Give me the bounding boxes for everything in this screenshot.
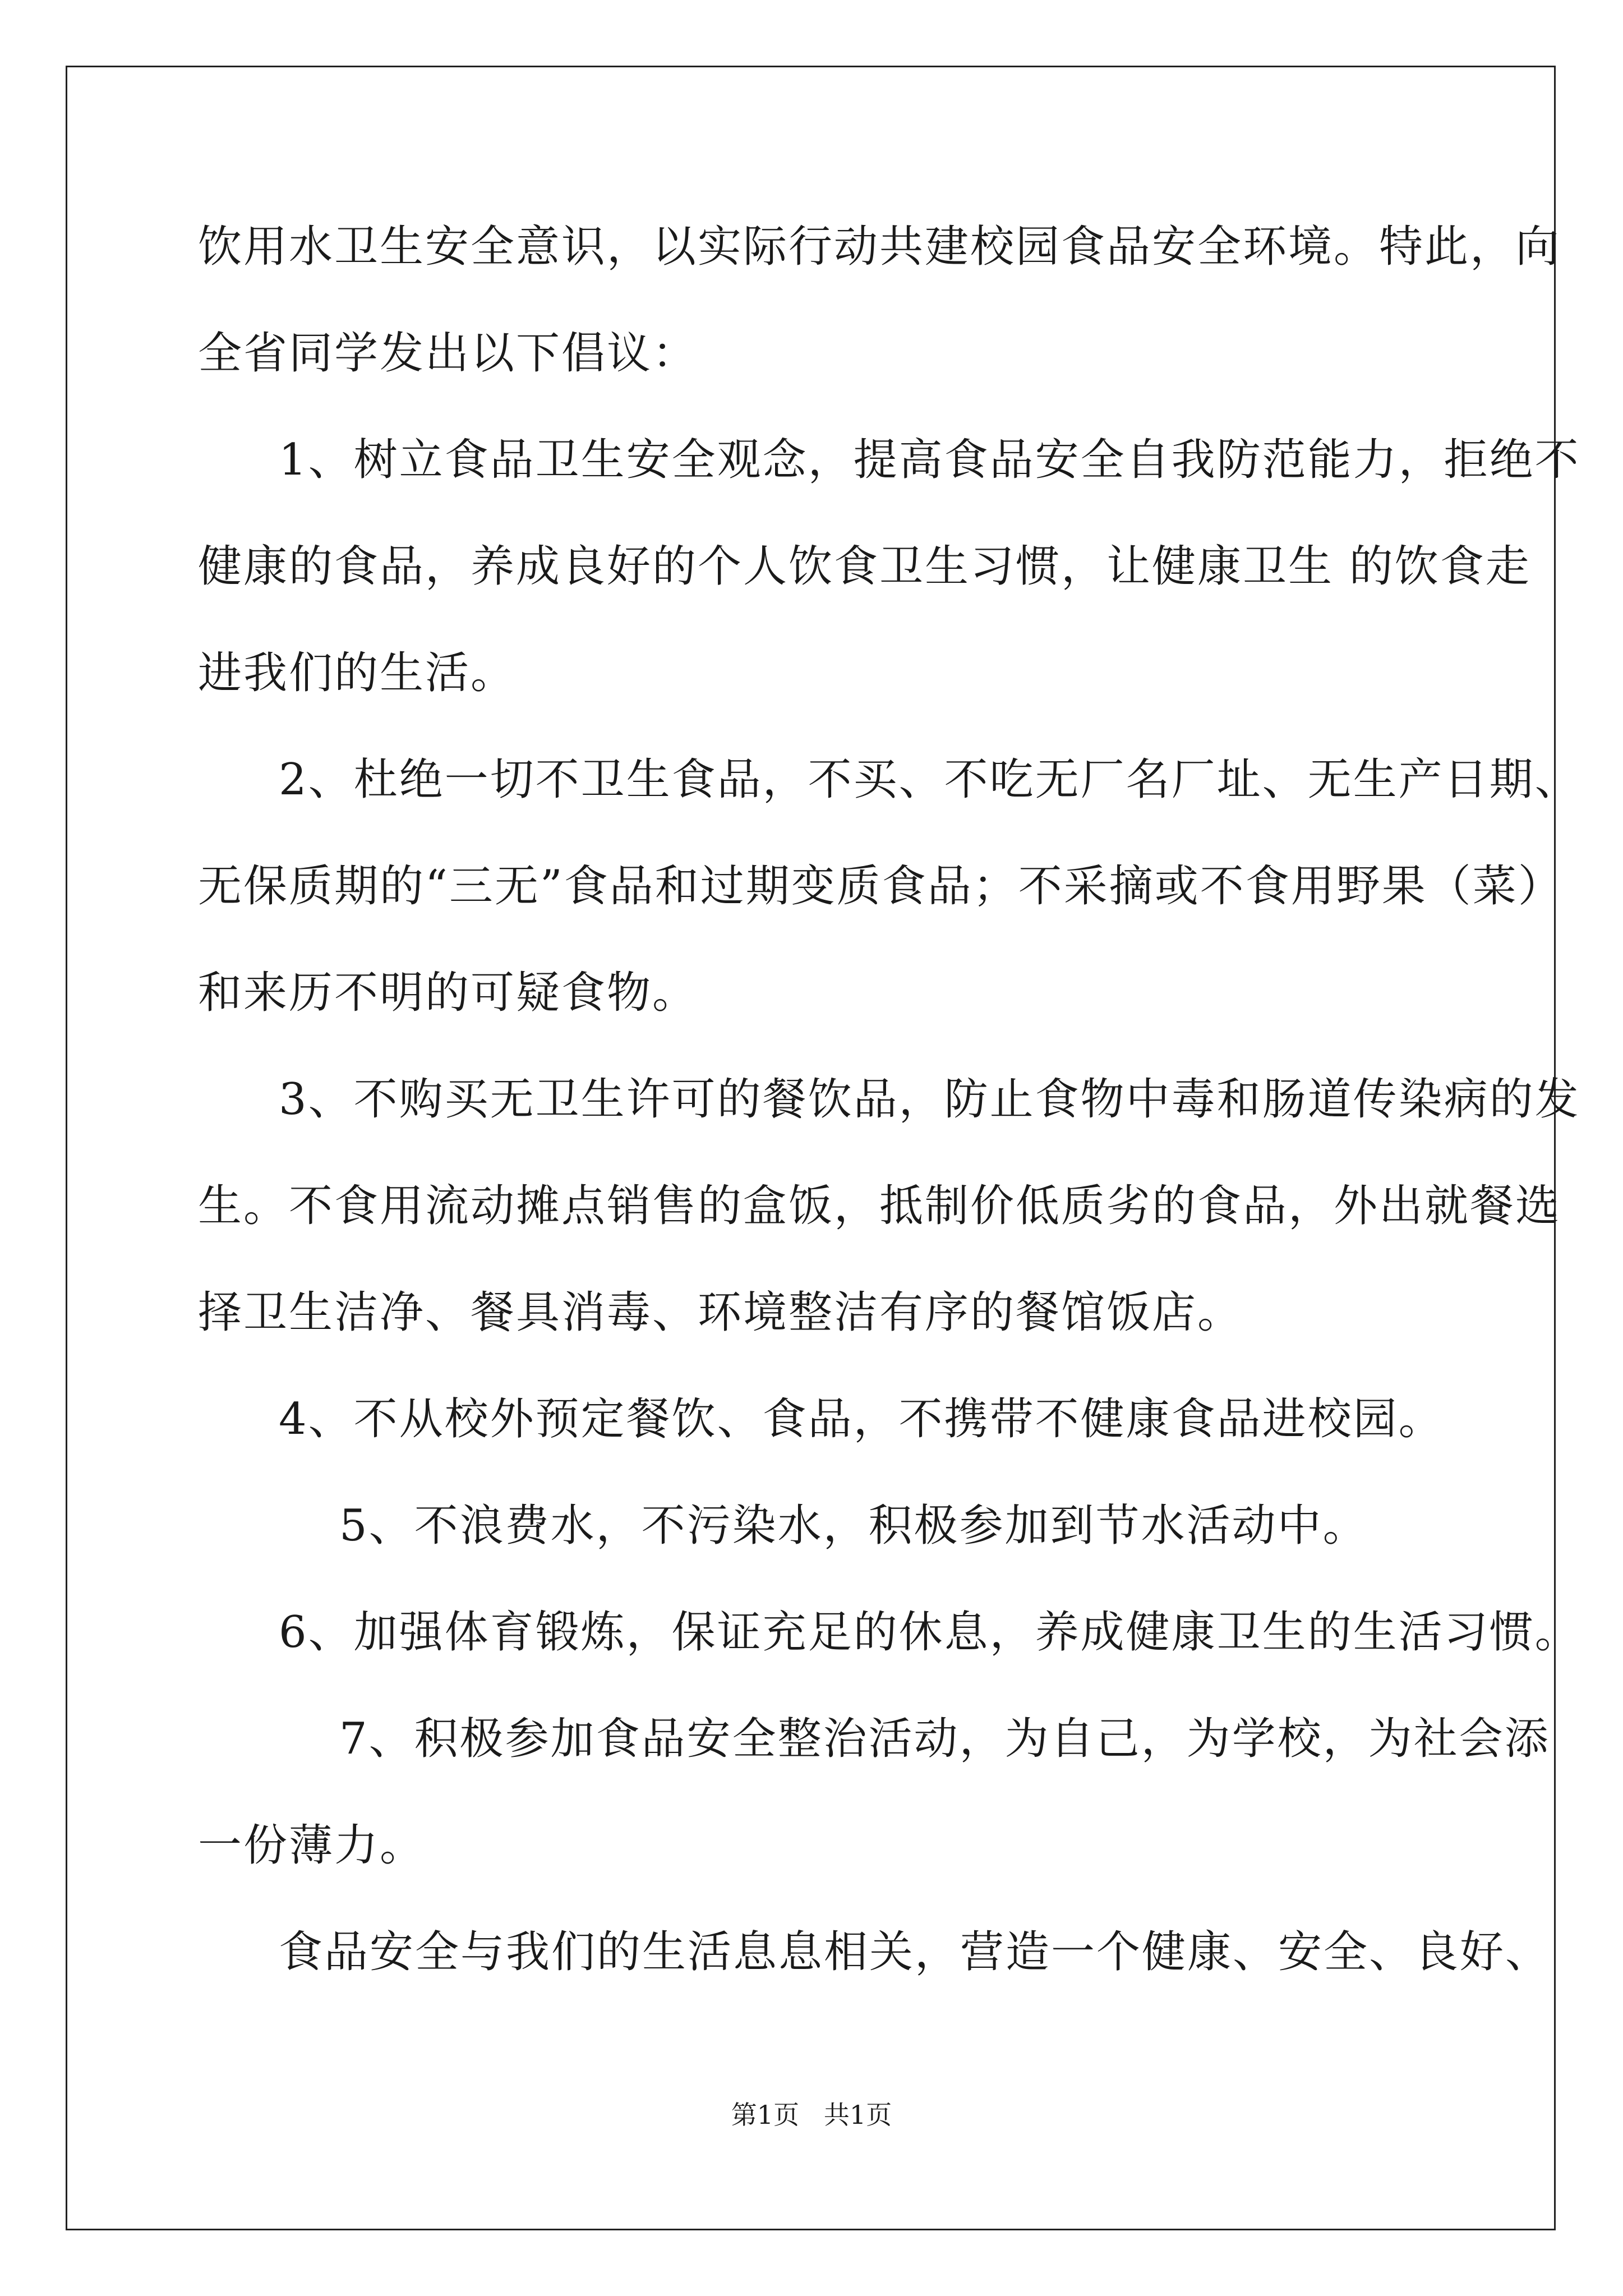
- text-line: 饮用水卫生安全意识，以实际行动共建校园食品安全环境。特此，向: [198, 222, 1561, 272]
- text-line: 3、不购买无卫生许可的餐饮品，防止食物中毒和肠道传染病的发: [279, 1074, 1580, 1125]
- text-line: 生。不食用流动摊点销售的盒饭，抵制价低质劣的食品，外出就餐选: [198, 1181, 1561, 1231]
- text-line: 和来历不明的可疑食物。: [198, 968, 698, 1018]
- text-line: 健康的食品，养成良好的个人饮食卫生习惯，让健康卫生 的饮食走: [198, 541, 1531, 592]
- text-line: 6、加强体育锻炼，保证充足的休息，养成健康卫生的生活习惯。: [279, 1607, 1580, 1658]
- text-line: 择卫生洁净、餐具消毒、环境整洁有序的餐馆饭店。: [198, 1287, 1243, 1338]
- text-line: 无保质期的“三无”食品和过期变质食品；不采摘或不食用野果（菜）: [198, 861, 1564, 912]
- page-border: [66, 66, 1556, 2230]
- text-line: 2、杜绝一切不卫生食品，不买、不吃无厂名厂址、无生产日期、: [279, 754, 1580, 805]
- text-line: 4、不从校外预定餐饮、食品，不携带不健康食品进校园。: [279, 1394, 1444, 1444]
- text-line: 食品安全与我们的生活息息相关，营造一个健康、安全、良好、: [279, 1927, 1551, 1977]
- text-line: 一份薄力。: [198, 1820, 426, 1871]
- text-line: 进我们的生活。: [198, 648, 517, 698]
- text-line: 全省同学发出以下倡议：: [198, 328, 698, 379]
- text-line: 5、不浪费水，不污染水，积极参加到节水活动中。: [339, 1501, 1368, 1551]
- text-line: 7、积极参加食品安全整治活动，为自己，为学校，为社会添: [339, 1714, 1550, 1764]
- text-line: 1、树立食品卫生安全观念，提高食品安全自我防范能力，拒绝不: [279, 435, 1580, 485]
- page-number-footer: 第1页 共1页: [731, 2100, 892, 2130]
